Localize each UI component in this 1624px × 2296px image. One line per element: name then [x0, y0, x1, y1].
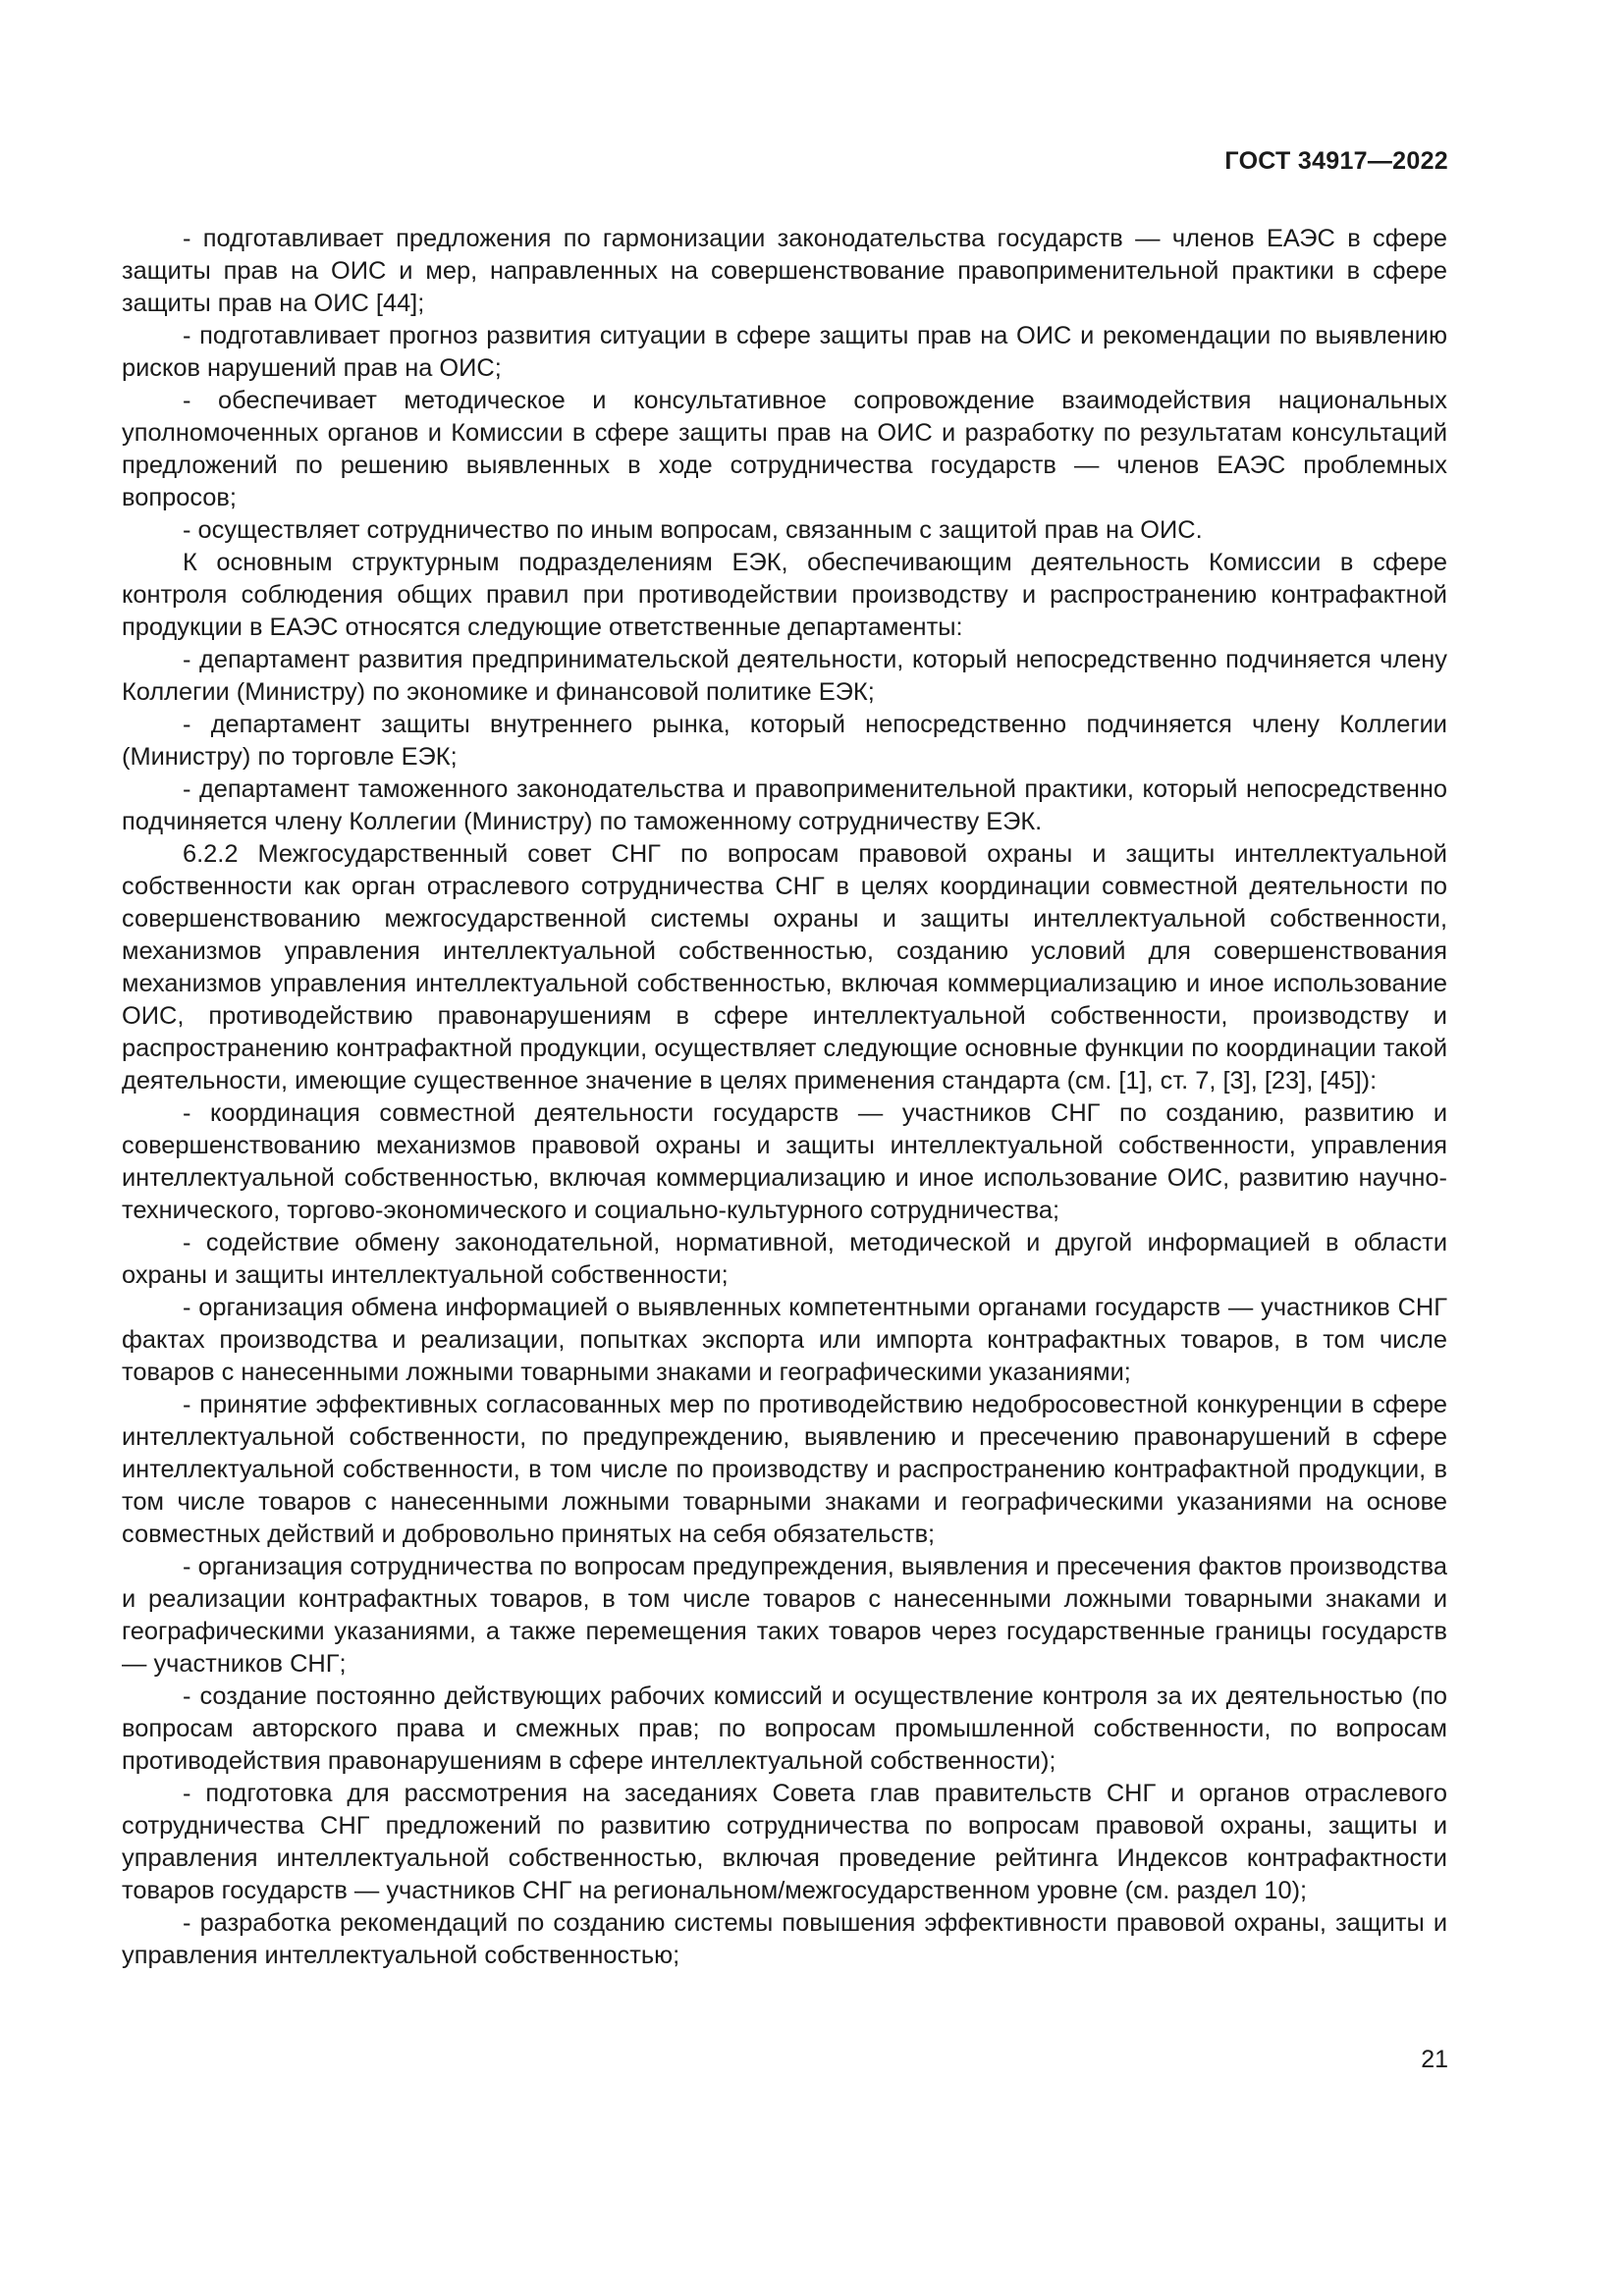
- paragraph: - содействие обмену законодательной, нормативной, методической и другой информацией в области охраны и защиты интеллектуальной собственности;: [122, 1229, 1447, 1289]
- paragraph: - создание постоянно действующих рабочих комиссий и осуществление контроля за их деятельностью (по вопросам авторского права и смежных прав; по вопросам промышленной собственности, по вопросам противодействия правонарушениям в сфере интеллектуальной собственности);: [122, 1682, 1447, 1775]
- paragraph: - организация сотрудничества по вопросам предупреждения, выявления и пресечения фактов производства и реализации контрафактных товаров, в том числе товаров с нанесенными ложными товарными знаками и географическими указаниями, а также перемещения таких товаров через государственные границы государств — участников СНГ;: [122, 1553, 1447, 1678]
- page-number: 21: [1421, 2046, 1448, 2073]
- paragraph: - департамент защиты внутреннего рынка, который непосредственно подчиняется члену Коллегии (Министру) по торговле ЕЭК;: [122, 711, 1447, 771]
- document-code-header: ГОСТ 34917—2022: [1224, 147, 1448, 175]
- paragraph: - подготовка для рассмотрения на заседаниях Совета глав правительств СНГ и органов отраслевого сотрудничества СНГ предложений по развитию сотрудничества по вопросам правовой охраны, защиты и управления интеллектуальной собственностью, включая проведение рейтинга Индексов контрафактности товаров государств — участников СНГ на региональном/межгосударственном уровне (см. раздел 10);: [122, 1780, 1447, 1904]
- paragraph: - департамент развития предпринимательской деятельности, который непосредственно подчиняется члену Коллегии (Министру) по экономике и финансовой политике ЕЭК;: [122, 646, 1447, 706]
- section-paragraph-6-2-2: 6.2.2 Межгосударственный совет СНГ по вопросам правовой охраны и защиты интеллектуальной собственности как орган отраслевого сотрудничества СНГ в целях координации совместной деятельности по совершенствованию межгосударственной системы охраны и защиты интеллектуальной собственности, механизмов управления интеллектуальной собственностью, созданию условий для совершенствования механизмов управления интеллектуальной собственностью, включая коммерциализацию и иное использование ОИС, противодействию правонарушениям в сфере интеллектуальной собственности, производству и распространению контрафактной продукции, осуществляет следующие основные функции по координации такой деятельности, имеющие существенное значение в целях применения стандарта (см. [1], ст. 7, [3], [23], [45]):: [122, 840, 1447, 1095]
- paragraph: - организация обмена информацией о выявленных компетентными органами государств — участников СНГ фактах производства и реализации, попытках экспорта или импорта контрафактных товаров, в том числе товаров с нанесенными ложными товарными знаками и географическими указаниями;: [122, 1294, 1447, 1386]
- paragraph: - принятие эффективных согласованных мер по противодействию недобросовестной конкуренции в сфере интеллектуальной собственности, по предупреждению, выявлению и пресечению правонарушений в сфере интеллектуальной собственности, в том числе по производству и распространению контрафактной продукции, в том числе товаров с нанесенными ложными товарными знаками и географическими указаниями на основе совместных действий и добровольно принятых на себя обязательств;: [122, 1391, 1447, 1548]
- paragraph: - осуществляет сотрудничество по иным вопросам, связанным с защитой прав на ОИС.: [183, 516, 1203, 544]
- paragraph: - обеспечивает методическое и консультативное сопровождение взаимодействия национальных уполномоченных органов и Комиссии в сфере защиты прав на ОИС и разработку по результатам консультаций предложений по решению выявленных в ходе сотрудничества государств — членов ЕАЭС проблемных вопросов;: [122, 387, 1447, 511]
- paragraph: - подготавливает предложения по гармонизации законодательства государств — членов ЕАЭС в сфере защиты прав на ОИС и мер, направленных на совершенствование правоприменительной практики в сфере защиты прав на ОИС [44];: [122, 225, 1447, 317]
- paragraph: - подготавливает прогноз развития ситуации в сфере защиты прав на ОИС и рекомендации по выявлению рисков нарушений прав на ОИС;: [122, 322, 1447, 382]
- body-text: [122, 223, 1447, 1972]
- paragraph: К основным структурным подразделениям ЕЭК, обеспечивающим деятельность Комиссии в сфере контроля соблюдения общих правил при противодействии производству и распространению контрафактной продукции в ЕАЭС относятся следующие ответственные департаменты:: [122, 549, 1447, 641]
- paragraph: - департамент таможенного законодательства и правоприменительной практики, который непосредственно подчиняется члену Коллегии (Министру) по таможенному сотрудничеству ЕЭК.: [122, 775, 1447, 835]
- paragraph: - разработка рекомендаций по созданию системы повышения эффективности правовой охраны, защиты и управления интеллектуальной собственностью;: [122, 1909, 1447, 1969]
- paragraph: - координация совместной деятельности государств — участников СНГ по созданию, развитию и совершенствованию механизмов правовой охраны и защиты интеллектуальной собственности, управления интеллектуальной собственностью, включая коммерциализацию и иное использование ОИС, развитию научно-технического, торгово-экономического и социально-культурного сотрудничества;: [122, 1099, 1447, 1224]
